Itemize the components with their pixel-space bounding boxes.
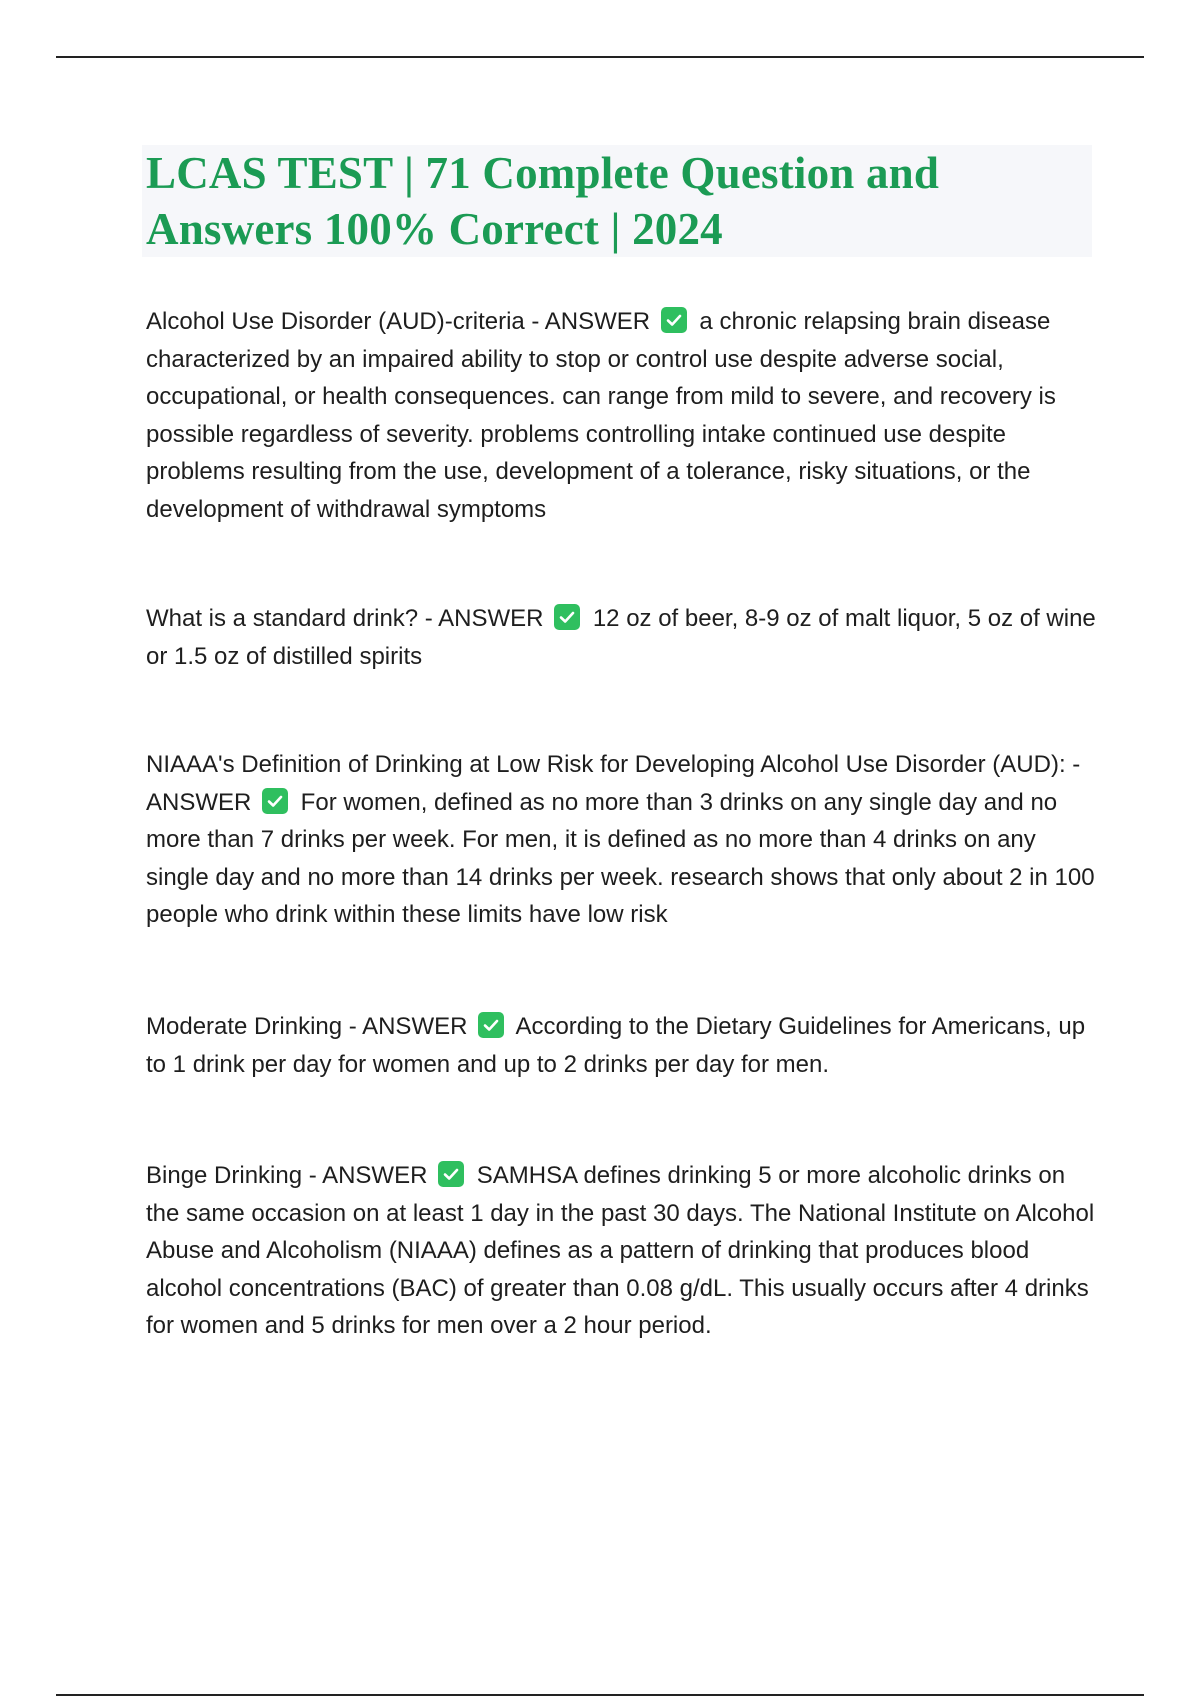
- question-text: NIAAA's Definition of Drinking at Low Risk for Developing Alcohol Use Disorder (AUD): - ANSWER: [146, 751, 1081, 816]
- qa-item-moderate-drinking: [146, 1008, 1096, 1083]
- question-text: Moderate Drinking - ANSWER: [146, 1013, 475, 1040]
- check-icon: [438, 1161, 464, 1187]
- answer-text: a chronic relapsing brain disease characterized by an impaired ability to stop or control use despite adverse social, occupational, or health consequences. can range from mild to severe, and recovery is possible regardless of severity. problems controlling intake continued use despite problems resulting from the use, development of a tolerance, risky situations, or the development of withdrawal symptoms: [146, 308, 1056, 523]
- qa-item-binge-drinking: [146, 1157, 1096, 1345]
- answer-text: SAMHSA defines drinking 5 or more alcoholic drinks on the same occasion on at least 1 day in the past 30 days. The National Institute on Alcohol Abuse and Alcoholism (NIAAA) defines as a pattern of drinking that produces blood alcohol concentrations (BAC) of greater than 0.08 g/dL. This usually occurs after 4 drinks for women and 5 drinks for men over a 2 hour period.: [146, 1162, 1095, 1339]
- title-box: [142, 145, 1092, 257]
- answer-text: According to the Dietary Guidelines for Americans, up to 1 drink per day for women and up to 2 drinks per day for men.: [146, 1013, 1086, 1078]
- question-text: Binge Drinking - ANSWER: [146, 1162, 435, 1189]
- bottom-rule: [56, 1694, 1144, 1696]
- question-text: What is a standard drink? - ANSWER: [146, 605, 551, 632]
- check-icon: [262, 788, 288, 814]
- qa-item-standard-drink: [146, 600, 1096, 675]
- check-icon: [554, 604, 580, 630]
- question-text: Alcohol Use Disorder (AUD)-criteria - ANSWER: [146, 308, 657, 335]
- answer-text: For women, defined as no more than 3 drinks on any single day and no more than 7 drinks per week. For men, it is defined as no more than 4 drinks on any single day and no more than 14 drinks per week. research shows that only about 2 in 100 people who drink within these limits have low risk: [146, 788, 1095, 928]
- qa-item-aud-criteria: [146, 303, 1096, 528]
- document-title: LCAS TEST | 71 Complete Question and Answers 100% Correct | 2024: [146, 148, 940, 254]
- qa-item-niaaa-low-risk: [146, 746, 1096, 934]
- check-icon: [478, 1012, 504, 1038]
- top-rule: [56, 56, 1144, 58]
- check-icon: [661, 307, 687, 333]
- answer-text: 12 oz of beer, 8-9 oz of malt liquor, 5 oz of wine or 1.5 oz of distilled spirits: [146, 605, 1096, 670]
